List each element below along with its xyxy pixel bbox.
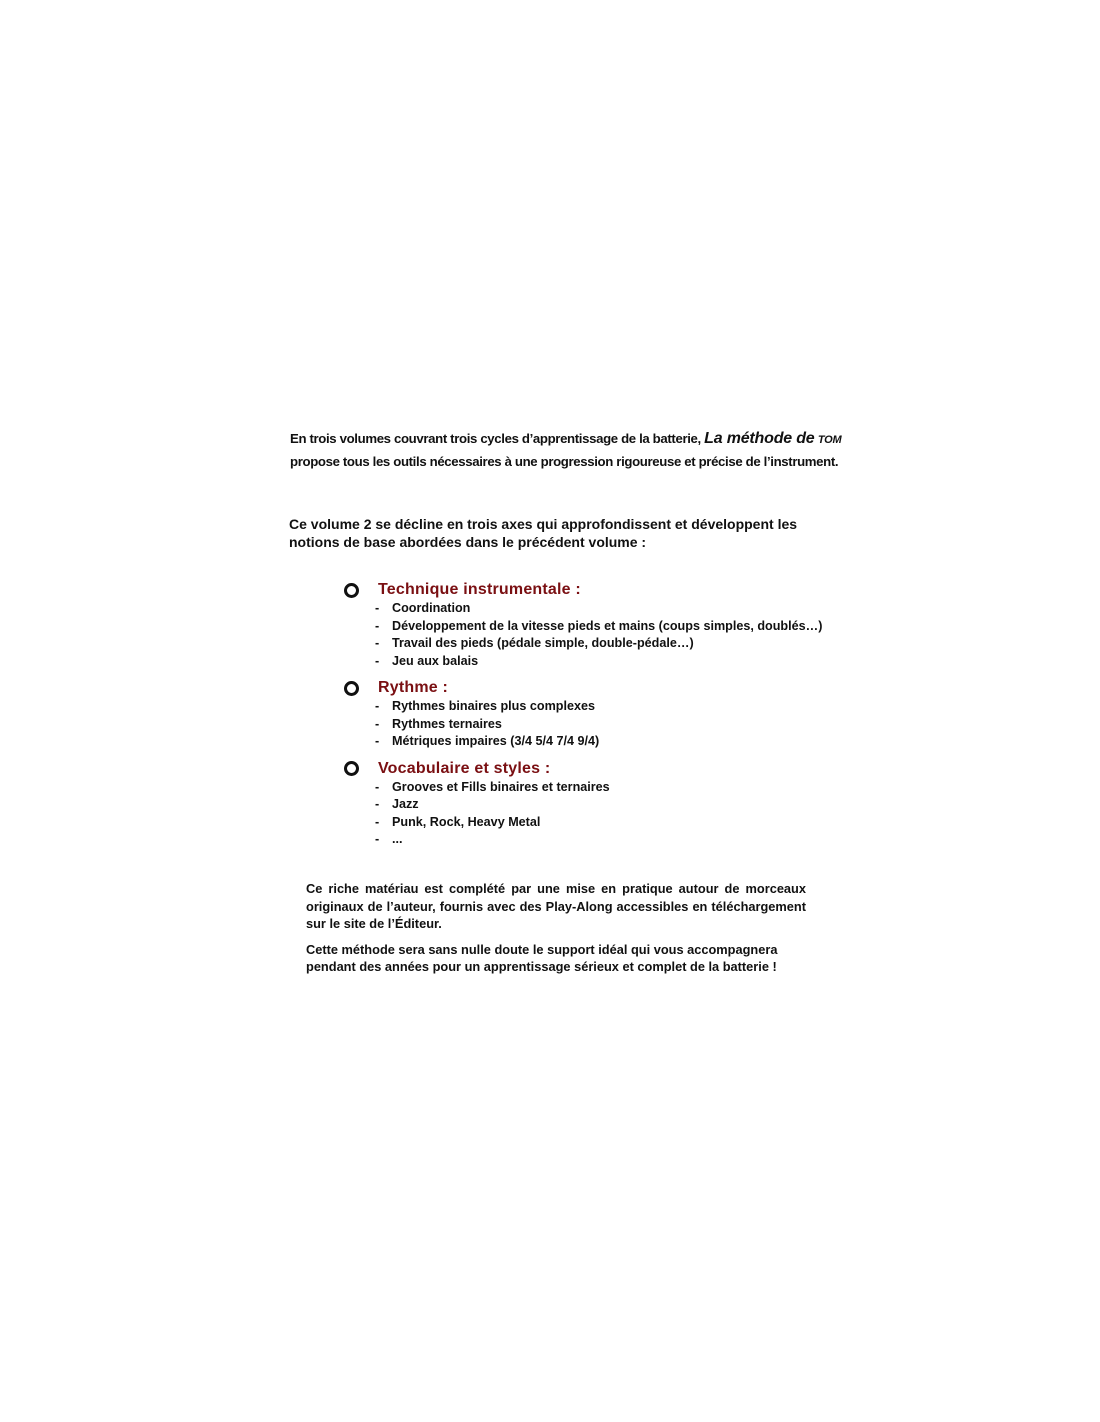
circle-bullet-icon <box>344 583 359 598</box>
dash-marker: - <box>375 618 380 633</box>
brand-name: TOM <box>817 434 842 446</box>
axis-items <box>342 779 842 849</box>
outro-paragraph-1: Ce riche matériau est complété par une mise en pratique autour de morceaux originaux de l’auteur, fournis avec des Play-Along accessibles en téléchargement sur le site de l’Éditeur. <box>306 881 806 931</box>
circle-bullet-icon <box>344 681 359 696</box>
list-item <box>342 653 842 671</box>
outro-paragraph-2: Cette méthode sera sans nulle doute le support idéal qui vous accompagnera pendant des années pour un apprentissage sérieux et complet de la batterie ! <box>306 941 778 974</box>
list-item-text: Jeu aux balais <box>392 653 479 668</box>
list-item <box>342 716 842 734</box>
list-item-text: Rythmes binaires plus complexes <box>392 699 595 713</box>
list-item-text: Travail des pieds (pédale simple, double-pédale…) <box>392 636 694 650</box>
list-item <box>342 831 842 849</box>
list-item-text: Métriques impaires (3/4 5/4 7/4 9/4) <box>392 734 600 748</box>
axis-vocabulaire <box>342 759 842 849</box>
dash-marker: - <box>375 699 380 713</box>
dash-marker: - <box>375 716 380 731</box>
list-item <box>342 698 842 716</box>
axis-items <box>342 600 842 670</box>
axis-heading <box>342 678 842 698</box>
list-item <box>342 733 842 751</box>
list-item-text: Grooves et Fills binaires et ternaires <box>392 779 610 794</box>
list-item-text: Rythmes ternaires <box>392 716 502 731</box>
axis-rythme <box>342 678 842 751</box>
list-item-text: Punk, Rock, Heavy Metal <box>392 814 541 829</box>
list-item <box>342 635 842 653</box>
list-item-text: Coordination <box>392 601 471 615</box>
dash-marker: - <box>375 779 380 794</box>
list-item <box>342 600 842 618</box>
outro-section <box>306 880 806 984</box>
list-item <box>342 814 842 832</box>
lead-paragraph: Ce volume 2 se décline en trois axes qui approfondissent et développent les notions de base abordées dans le précédent volume : <box>289 516 798 550</box>
intro-line-2: propose tous les outils nécessaires à une progression rigoureuse et précise de l’instrument. <box>290 454 839 469</box>
circle-bullet-icon <box>344 761 359 776</box>
dash-marker: - <box>375 653 380 668</box>
axis-title: Rythme : <box>378 679 449 696</box>
axes-list <box>342 580 842 857</box>
dash-marker: - <box>375 832 380 846</box>
axis-title: Vocabulaire et styles : <box>378 759 551 777</box>
list-item <box>342 779 842 797</box>
axis-title: Technique instrumentale : <box>378 581 581 598</box>
dash-marker: - <box>375 636 380 650</box>
intro-text: En trois volumes couvrant trois cycles d’apprentissage de la batterie, <box>290 431 701 446</box>
list-item <box>342 796 842 814</box>
brand-title: La méthode de <box>704 430 815 447</box>
axis-heading <box>342 580 842 600</box>
list-item-text: ... <box>392 832 403 846</box>
intro-paragraph <box>290 428 842 473</box>
list-item-text: Jazz <box>392 797 419 811</box>
list-item-text: Développement de la vitesse pieds et mains (coups simples, doublés…) <box>392 618 823 633</box>
axis-items <box>342 698 842 751</box>
list-item <box>342 618 842 636</box>
dash-marker: - <box>375 734 380 748</box>
intro-line-1 <box>290 428 842 451</box>
dash-marker: - <box>375 797 380 811</box>
axis-technique <box>342 580 842 670</box>
axis-heading <box>342 759 842 779</box>
dash-marker: - <box>375 814 380 829</box>
dash-marker: - <box>375 601 380 615</box>
